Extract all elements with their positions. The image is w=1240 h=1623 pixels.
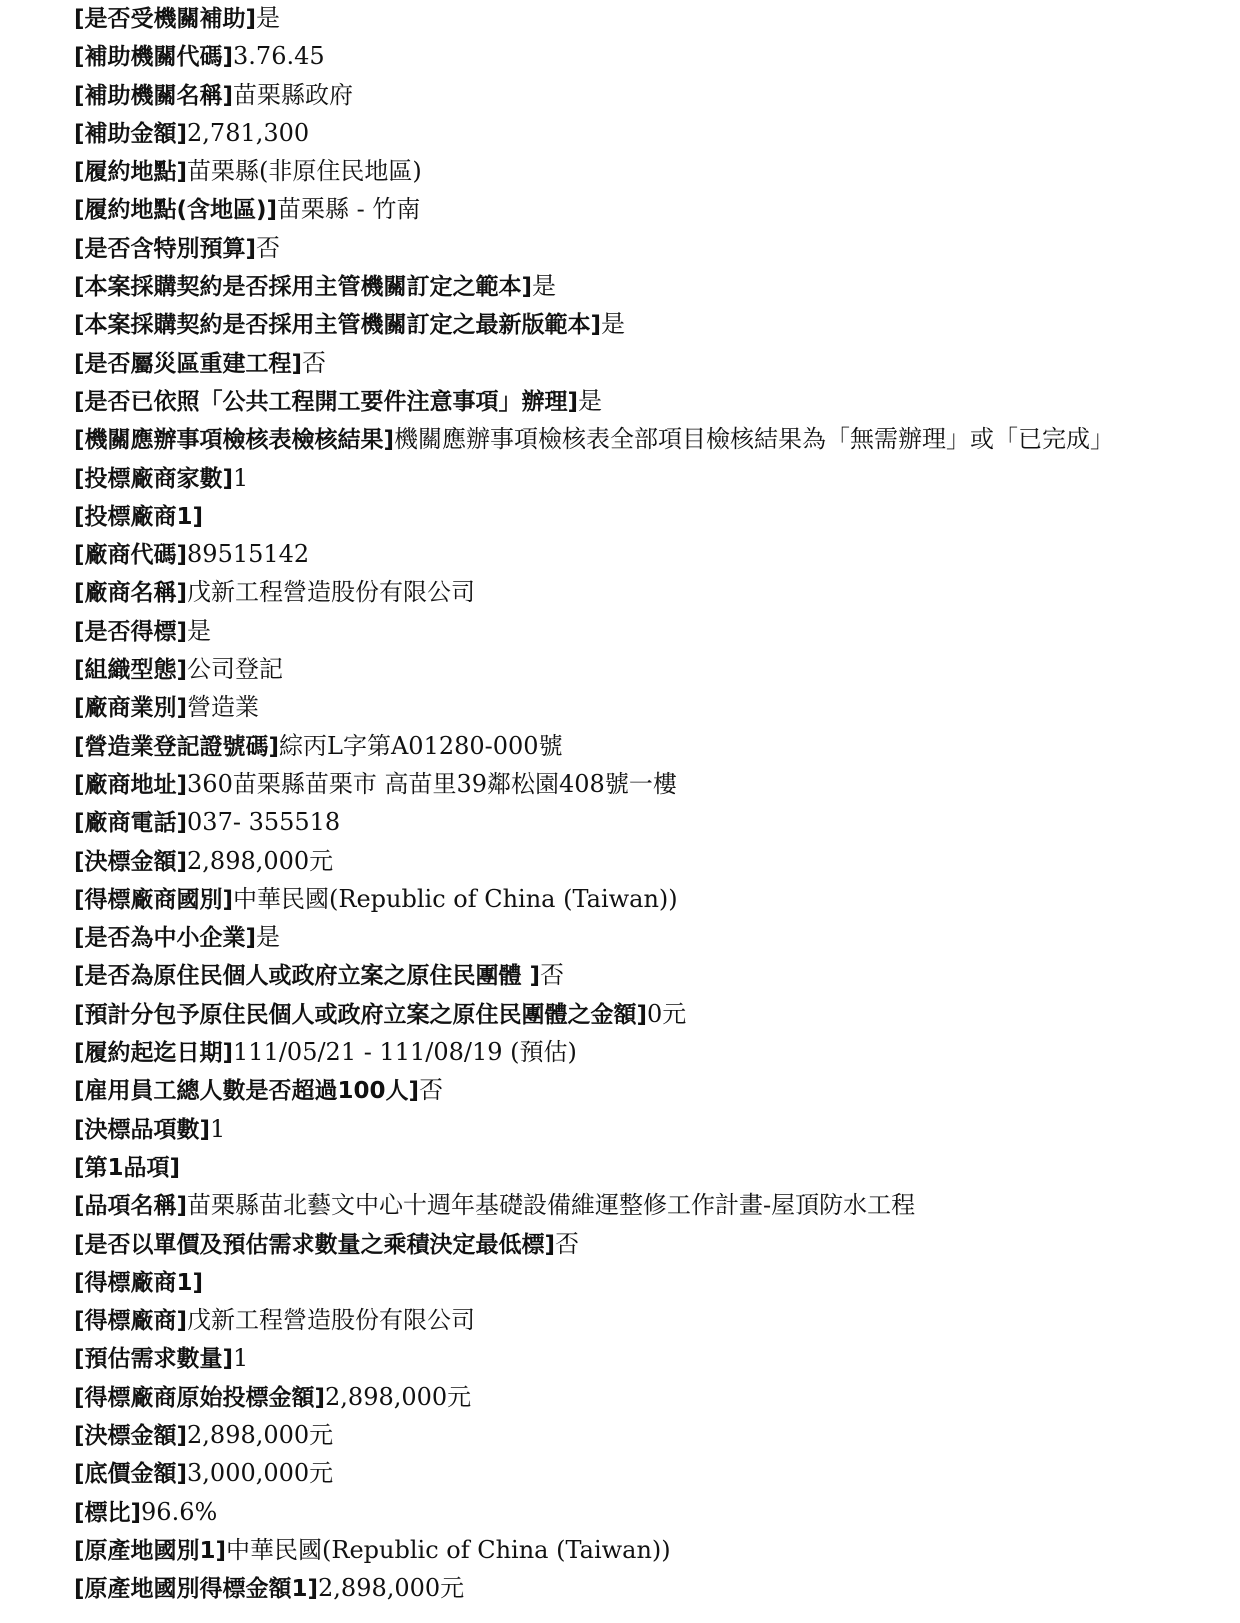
field-label: [補助機關代碼]: [74, 44, 234, 71]
list-item: [74, 1226, 1164, 1264]
list-item: [74, 77, 1164, 115]
list-item: [74, 268, 1164, 306]
field-value: 中華民國(Republic of China (Taiwan)): [233, 884, 678, 913]
field-label: [得標廠商原始投標金額]: [74, 1384, 326, 1411]
field-label: [履約起迄日期]: [74, 1040, 234, 1067]
list-item: [74, 306, 1164, 344]
list-item: [74, 153, 1164, 191]
field-value: 是: [578, 386, 603, 415]
field-value: 3,000,000元: [187, 1459, 334, 1488]
list-item: [74, 804, 1164, 842]
field-label: [決標品項數]: [74, 1116, 211, 1143]
field-label: [補助金額]: [74, 120, 188, 147]
field-value: 1: [233, 1344, 249, 1373]
field-label: [決標金額]: [74, 1422, 188, 1449]
list-item: [74, 1072, 1164, 1110]
list-item: [74, 728, 1164, 766]
list-item: [74, 1494, 1164, 1532]
field-value: 苗栗縣 - 竹南: [277, 195, 421, 224]
field-value: 否: [555, 1229, 580, 1258]
field-value: 戊新工程營造股份有限公司: [187, 578, 476, 607]
list-item: [74, 383, 1164, 421]
list-item: [74, 191, 1164, 229]
list-item: [74, 460, 1164, 498]
field-value: 否: [540, 961, 565, 990]
section-heading: [74, 1149, 1164, 1187]
field-value: 戊新工程營造股份有限公司: [187, 1306, 476, 1335]
field-label: [履約地點]: [74, 159, 188, 186]
field-label: [是否已依照「公共工程開工要件注意事項」辦理]: [74, 388, 579, 415]
field-label: [投標廠商家數]: [74, 465, 234, 492]
list-item: [74, 881, 1164, 919]
field-label: [是否為中小企業]: [74, 925, 257, 952]
field-value: 公司登記: [187, 655, 284, 684]
field-label: [雇用員工總人數是否超過100人]: [74, 1078, 420, 1105]
list-item: [74, 1302, 1164, 1340]
list-item: [74, 536, 1164, 574]
list-item: [74, 1417, 1164, 1455]
field-label: [廠商電話]: [74, 810, 188, 837]
section-heading: [74, 498, 1164, 536]
field-label: [決標金額]: [74, 848, 188, 875]
field-label: [是否得標]: [74, 618, 188, 645]
field-label: [預計分包予原住民個人或政府立案之原住民團體之金額]: [74, 1001, 648, 1028]
list-item: [74, 421, 1164, 459]
field-value: 否: [256, 233, 281, 262]
list-item: [74, 1532, 1164, 1570]
field-label: [預估需求數量]: [74, 1346, 234, 1373]
field-value: 否: [302, 348, 327, 377]
field-value: 是: [187, 616, 212, 645]
field-label: [得標廠商國別]: [74, 886, 234, 913]
field-label: [組織型態]: [74, 657, 188, 684]
field-value: 綜丙L字第A01280-000號: [279, 731, 563, 760]
field-label: [品項名稱]: [74, 1193, 188, 1220]
field-label: [原產地國別1]: [74, 1537, 227, 1564]
list-item: [74, 1570, 1164, 1608]
field-value: 中華民國(Republic of China (Taiwan)): [226, 1535, 671, 1564]
list-item: [74, 345, 1164, 383]
list-item: [74, 1034, 1164, 1072]
field-label: [投標廠商1]: [74, 503, 204, 530]
field-value: 是: [532, 272, 557, 301]
field-label: [營造業登記證號碼]: [74, 733, 280, 760]
field-label: [得標廠商]: [74, 1308, 188, 1335]
field-value: 360苗栗縣苗栗市 高苗里39鄰松園408號一樓: [187, 769, 677, 798]
field-label: [廠商名稱]: [74, 580, 188, 607]
list-item: [74, 689, 1164, 727]
field-value: 1: [210, 1114, 226, 1143]
field-value: 0元: [647, 999, 687, 1028]
list-item: [74, 1111, 1164, 1149]
list-item: [74, 1340, 1164, 1378]
field-value: 否: [419, 1076, 444, 1105]
list-item: [74, 996, 1164, 1034]
field-label: [廠商業別]: [74, 695, 188, 722]
field-label: [得標廠商1]: [74, 1269, 204, 1296]
field-label: [是否受機關補助]: [74, 6, 257, 32]
list-item: [74, 574, 1164, 612]
field-label: [是否以單價及預估需求數量之乘積決定最低標]: [74, 1231, 556, 1258]
field-value: 是: [256, 923, 281, 952]
field-label: [廠商地址]: [74, 771, 188, 798]
field-label: [是否含特別預算]: [74, 235, 257, 262]
field-label: [廠商代碼]: [74, 542, 188, 569]
field-label: [本案採購契約是否採用主管機關訂定之最新版範本]: [74, 312, 602, 339]
field-value: 3.76.45: [233, 42, 325, 71]
field-value: 2,898,000元: [187, 846, 334, 875]
award-detail-list: [74, 0, 1164, 1608]
field-label: [補助機關名稱]: [74, 82, 234, 109]
field-value: 89515142: [187, 540, 310, 569]
section-heading: [74, 1264, 1164, 1302]
list-item: [74, 1187, 1164, 1225]
list-item: [74, 613, 1164, 651]
list-item: [74, 843, 1164, 881]
field-value: 是: [601, 310, 626, 339]
field-value: 營造業: [187, 693, 260, 722]
field-value: 2,898,000元: [187, 1420, 334, 1449]
list-item: [74, 38, 1164, 76]
list-item: [74, 0, 1164, 38]
list-item: [74, 115, 1164, 153]
field-value: 機關應辦事項檢核表全部項目檢核結果為「無需辦理」或「已完成」: [394, 425, 1115, 454]
field-label: [第1品項]: [74, 1154, 181, 1181]
field-value: 苗栗縣苗北藝文中心十週年基礎設備維運整修工作計畫-屋頂防水工程: [187, 1191, 916, 1220]
field-value: 2,781,300: [187, 118, 310, 147]
field-label: [機關應辦事項檢核表檢核結果]: [74, 427, 395, 454]
field-label: [原產地國別得標金額1]: [74, 1576, 319, 1603]
field-value: 037- 355518: [187, 808, 341, 837]
field-label: [是否屬災區重建工程]: [74, 350, 303, 377]
field-label: [本案採購契約是否採用主管機關訂定之範本]: [74, 274, 533, 301]
field-value: 是: [256, 4, 281, 32]
list-item: [74, 1379, 1164, 1417]
field-value: 苗栗縣政府: [233, 80, 354, 109]
list-item: [74, 766, 1164, 804]
field-value: 2,898,000元: [325, 1382, 472, 1411]
list-item: [74, 919, 1164, 957]
field-label: [是否為原住民個人或政府立案之原住民團體 ]: [74, 963, 541, 990]
list-item: [74, 651, 1164, 689]
field-value: 1: [233, 463, 249, 492]
list-item: [74, 957, 1164, 995]
field-label: [標比]: [74, 1499, 142, 1526]
field-value: 96.6%: [141, 1497, 218, 1526]
field-label: [履約地點(含地區)]: [74, 197, 278, 224]
field-value: 111/05/21 - 111/08/19 (預估): [233, 1038, 577, 1067]
field-value: 2,898,000元: [318, 1574, 465, 1603]
field-value: 苗栗縣(非原住民地區): [187, 157, 422, 186]
field-label: [底價金額]: [74, 1461, 188, 1488]
list-item: [74, 230, 1164, 268]
list-item: [74, 1455, 1164, 1493]
